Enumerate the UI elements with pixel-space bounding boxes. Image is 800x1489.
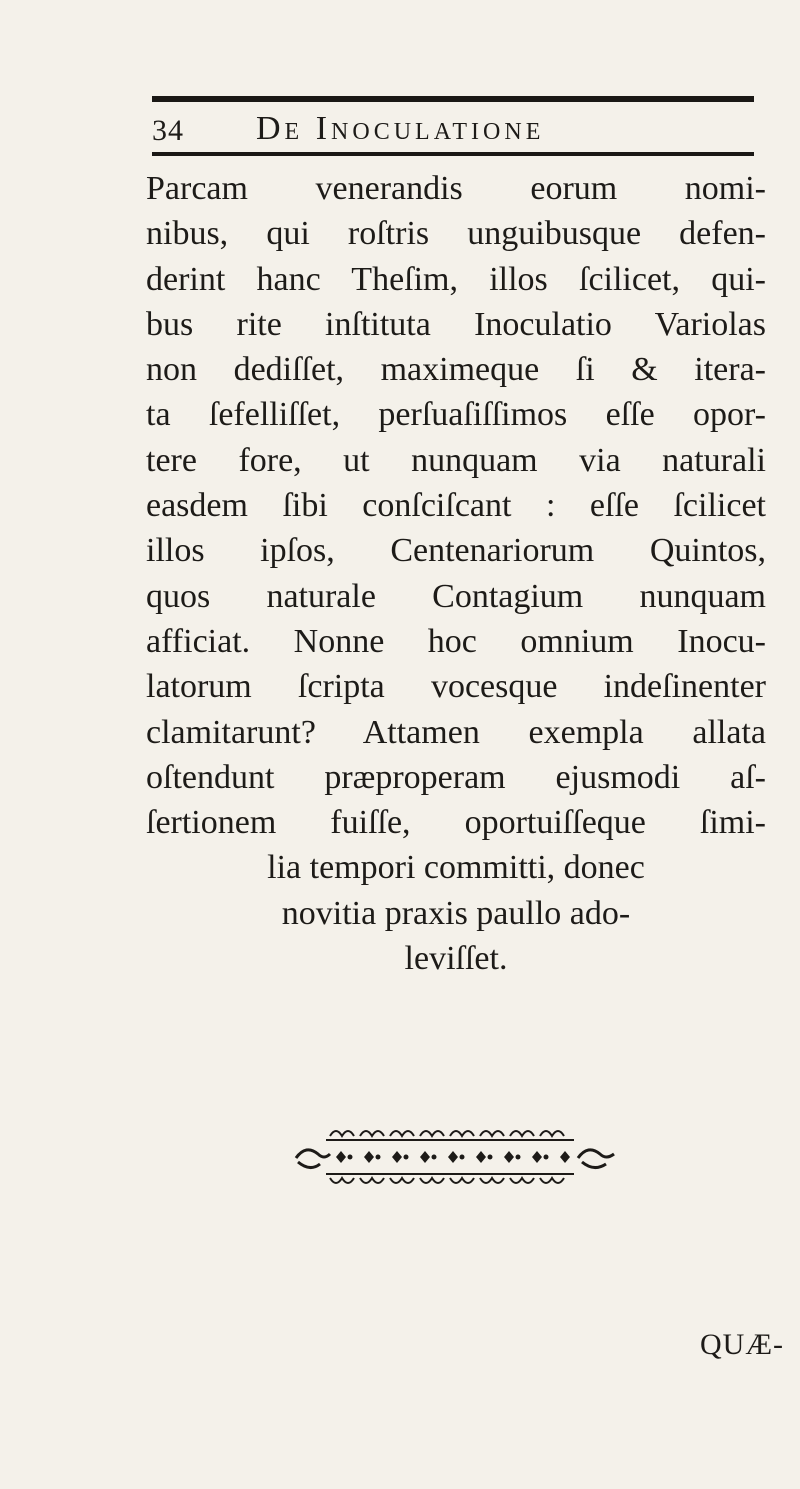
text-line: bus rite inſtituta Inoculatio Variolas <box>146 305 766 343</box>
page-number: 34 <box>152 114 184 147</box>
text-line: ta ſefelliſſet, perſuaſiſſimos eſſe opor- <box>146 396 766 434</box>
text-line: ſertionem fuiſſe, oportuiſſeque ſimi- <box>146 804 766 842</box>
text-line: Parcam venerandis eorum nomi- <box>146 170 766 207</box>
ornament-middle-row <box>336 1151 570 1163</box>
printers-ornament-icon <box>292 1122 622 1194</box>
text-line: quos naturale Contagium nunquam <box>146 577 766 615</box>
text-line: nibus, qui roſtris unguibusque defen- <box>146 215 766 253</box>
running-head: De Inoculatione <box>256 110 545 147</box>
ornament-bottom-row <box>326 1174 574 1183</box>
text-line: tere fore, ut nunquam via naturali <box>146 441 766 479</box>
text-line: lia tempori committi, donec <box>267 849 645 887</box>
text-line: novitia praxis paullo ado- <box>281 894 631 932</box>
text-line: derint hanc Theſim, illos ſcilicet, qui- <box>146 260 766 298</box>
text-line: latorum ſcripta vocesque indeſinenter <box>146 668 766 706</box>
text-line: leviſſet. <box>404 940 508 978</box>
text-line: illos ipſos, Centenariorum Quintos, <box>146 532 766 570</box>
text-line: easdem ſibi conſciſcant : eſſe ſcilicet <box>146 487 766 525</box>
top-rule <box>152 96 754 102</box>
page-header <box>152 110 754 150</box>
text-line: non dediſſet, maximeque ſi & itera- <box>146 351 766 389</box>
text-line: oſtendunt præproperam ejusmodi aſ- <box>146 758 766 796</box>
catchword: QUÆ- <box>700 1328 784 1361</box>
ornament-right-flourish <box>578 1150 614 1168</box>
header-rule <box>152 152 754 156</box>
text-line: afficiat. Nonne hoc omnium Inocu- <box>146 622 766 660</box>
ornament-left-flourish <box>296 1150 330 1168</box>
ornament-top-row <box>326 1131 574 1140</box>
text-line: clamitarunt? Attamen exempla allata <box>146 713 766 751</box>
body-text <box>146 166 766 981</box>
